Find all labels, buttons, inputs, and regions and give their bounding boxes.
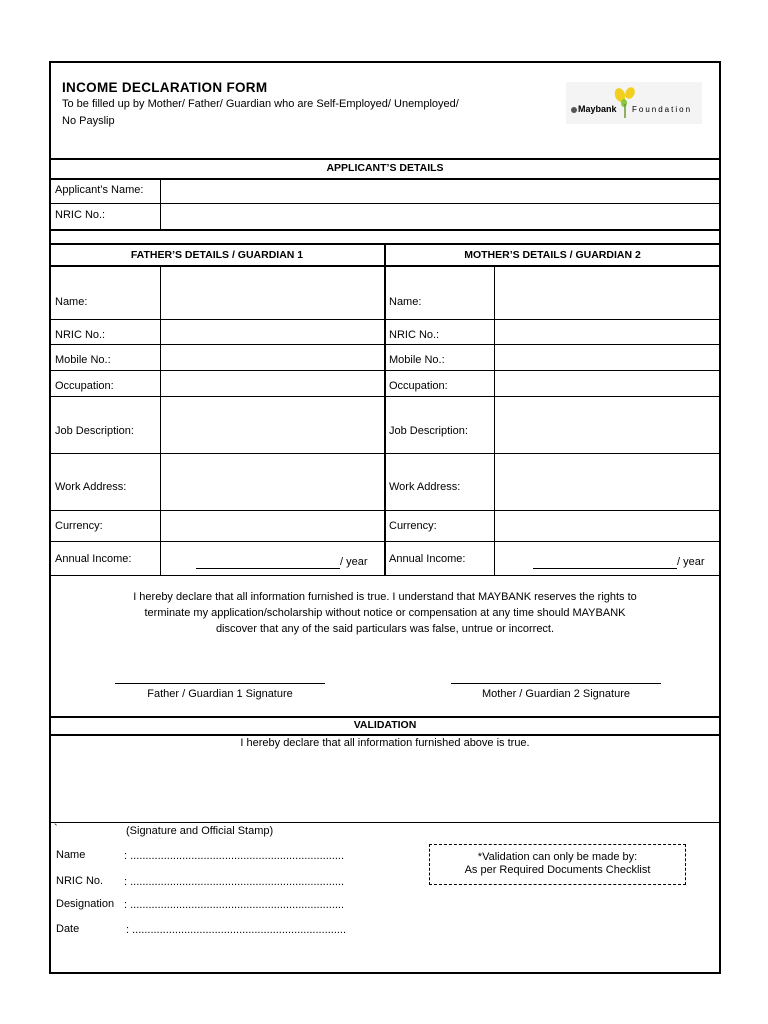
- applicant-name-field[interactable]: [162, 180, 718, 202]
- validation-statement: I hereby declare that all information furnished above is true.: [240, 737, 530, 749]
- mother-per-year: / year: [677, 556, 705, 568]
- mother-mobile-label: Mobile No.:: [389, 354, 445, 366]
- form-title: INCOME DECLARATION FORM: [62, 80, 268, 95]
- validator-nric-label: NRIC No.: [56, 875, 104, 887]
- validator-designation-field[interactable]: : ......................................................................: [124, 899, 345, 911]
- divider: [494, 267, 495, 575]
- divider: [384, 243, 386, 575]
- mother-income-label: Annual Income:: [389, 553, 466, 565]
- mother-signature-line[interactable]: [451, 683, 661, 684]
- declaration-line1: I hereby declare that all information furnished is true. I understand that MAYBANK reserves the rights to: [133, 591, 637, 603]
- father-income-label: Annual Income:: [55, 553, 132, 565]
- father-mobile-label: Mobile No.:: [55, 354, 111, 366]
- divider: [50, 158, 720, 160]
- mother-heading: MOTHER’S DETAILS / GUARDIAN 2: [464, 249, 641, 261]
- applicant-name-label: Applicant’s Name:: [55, 184, 144, 196]
- father-currency-label: Currency:: [55, 520, 103, 532]
- applicant-nric-field[interactable]: [162, 205, 718, 227]
- divider: [160, 267, 161, 575]
- divider: [50, 229, 720, 231]
- validation-heading: VALIDATION: [353, 719, 417, 731]
- mother-address-label: Work Address:: [389, 481, 461, 493]
- validator-name-field[interactable]: : ......................................................................: [124, 850, 345, 862]
- father-address-label: Work Address:: [55, 481, 127, 493]
- validation-note-line2: As per Required Documents Checklist: [464, 864, 651, 876]
- maybank-foundation-logo: [566, 82, 702, 124]
- divider: [160, 178, 161, 229]
- mother-currency-label: Currency:: [389, 520, 437, 532]
- mother-income-field[interactable]: [533, 568, 677, 569]
- divider: [50, 344, 720, 345]
- father-nric-label: NRIC No.:: [55, 329, 106, 341]
- divider: [50, 716, 720, 718]
- logo-foundation-text: Foundation: [632, 105, 693, 114]
- validation-tick: `: [54, 823, 58, 835]
- father-occupation-label: Occupation:: [55, 380, 114, 392]
- father-signature-line[interactable]: [115, 683, 325, 684]
- mother-occupation-label: Occupation:: [389, 380, 448, 392]
- validator-nric-field[interactable]: : ......................................................................: [124, 876, 345, 888]
- form-subtitle-line2: No Payslip: [62, 115, 115, 127]
- applicant-nric-label: NRIC No.:: [55, 209, 106, 221]
- divider: [50, 822, 720, 823]
- stamp-label: (Signature and Official Stamp): [126, 825, 274, 837]
- validation-note-line1: *Validation can only be made by:: [477, 851, 638, 863]
- divider: [50, 734, 720, 736]
- divider: [50, 510, 720, 511]
- divider: [50, 453, 720, 454]
- leaf-icon: [566, 82, 702, 124]
- validator-designation-label: Designation: [56, 898, 115, 910]
- mother-nric-label: NRIC No.:: [389, 329, 440, 341]
- validator-name-label: Name: [56, 849, 86, 861]
- divider: [50, 370, 720, 371]
- divider: [50, 541, 720, 542]
- father-name-label: Name:: [55, 296, 88, 308]
- logo-brand-text: Maybank: [578, 104, 617, 114]
- father-heading: FATHER’S DETAILS / GUARDIAN 1: [130, 249, 304, 261]
- divider: [50, 575, 720, 576]
- applicant-heading: APPLICANT’S DETAILS: [326, 162, 444, 174]
- mother-signature-label: Mother / Guardian 2 Signature: [482, 688, 630, 700]
- divider: [50, 319, 720, 320]
- divider: [50, 396, 720, 397]
- validator-date-label: Date: [56, 923, 80, 935]
- father-per-year: / year: [340, 556, 368, 568]
- validator-date-field[interactable]: : ......................................................................: [126, 924, 347, 936]
- father-job-label: Job Description:: [55, 425, 134, 437]
- declaration-line3: discover that any of the said particulars was false, untrue or incorrect.: [215, 623, 555, 635]
- father-income-field[interactable]: [196, 568, 340, 569]
- father-signature-label: Father / Guardian 1 Signature: [147, 688, 293, 700]
- mother-name-label: Name:: [389, 296, 422, 308]
- declaration-line2: terminate my application/scholarship without notice or compensation at any time should MAYBANK: [144, 607, 626, 619]
- divider: [50, 203, 720, 204]
- mother-job-label: Job Description:: [389, 425, 468, 437]
- validation-note-box: [429, 844, 686, 885]
- form-subtitle-line1: To be filled up by Mother/ Father/ Guardian who are Self-Employed/ Unemployed/: [62, 98, 459, 110]
